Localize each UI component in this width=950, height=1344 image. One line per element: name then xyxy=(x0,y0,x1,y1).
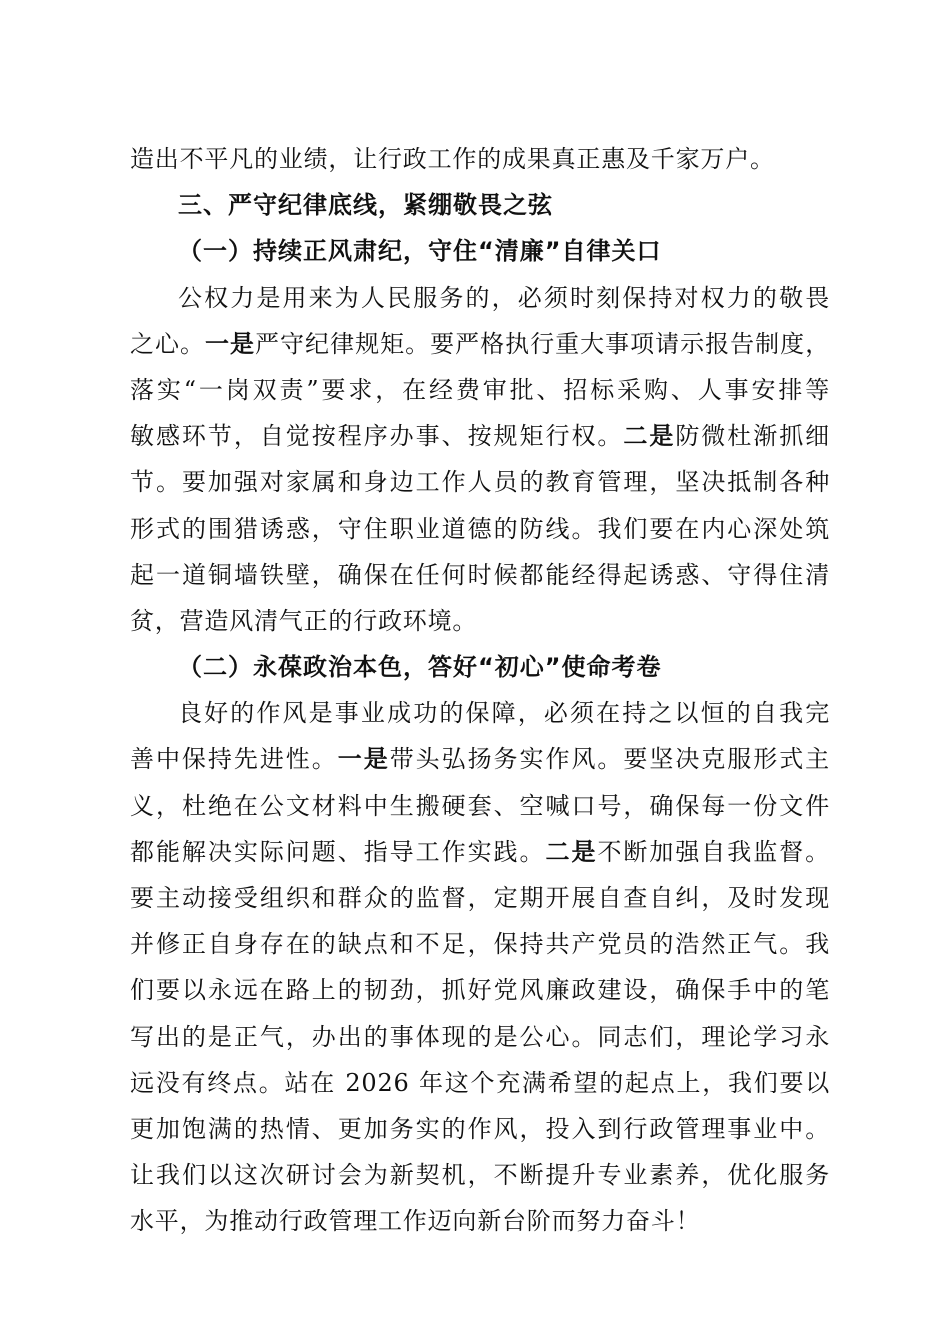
document-page xyxy=(130,136,830,1245)
paragraph-line: 贫，营造风清气正的行政环境。 xyxy=(130,606,478,635)
paragraph-line: 要主动接受组织和群众的监督，定期开展自查自纠，及时发现 xyxy=(130,884,830,912)
paragraph-line: 公权力是用来为人民服务的，必须时刻保持对权力的敬畏 xyxy=(178,283,830,312)
paragraph-line: 造出不平凡的业绩，让行政工作的成果真正惠及千家万户。 xyxy=(130,145,775,173)
paragraph-line: 起一道铜墙铁壁，确保在任何时候都能经得起诱惑、守得住清 xyxy=(130,560,830,589)
paragraph-line: 落实“一岗双责”要求，在经费审批、招标采购、人事安排等 xyxy=(130,375,830,404)
paragraph-line: 水平，为推动行政管理工作迈向新台阶而努力奋斗！ xyxy=(130,1207,701,1236)
paragraph-line: 义，杜绝在公文材料中生搬硬套、空喊口号，确保每一份文件 xyxy=(130,791,830,820)
paragraph-line: 们要以永远在路上的韧劲，抓好党风廉政建设，确保手中的笔 xyxy=(130,976,830,1005)
paragraph-line: 让我们以这次研讨会为新契机，不断提升专业素养，优化服务 xyxy=(130,1161,830,1190)
subsection-heading: （二）永葆政治本色，答好“初心”使命考卷 xyxy=(178,653,662,682)
paragraph-line: 写出的是正气，办出的事体现的是公心。同志们，理论学习永 xyxy=(130,1022,830,1051)
paragraph-line: 敏感环节，自觉按程序办事、按规矩行权。二是防微杜渐抓细 xyxy=(130,422,830,451)
paragraph-line: 远没有终点。站在 2026 年这个充满希望的起点上，我们要以 xyxy=(130,1068,830,1097)
paragraph-line: 形式的围猎诱惑，守住职业道德的防线。我们要在内心深处筑 xyxy=(130,514,830,543)
paragraph-line: 善中保持先进性。一是带头弘扬务实作风。要坚决克服形式主 xyxy=(130,745,830,774)
paragraph-line: 之心。一是严守纪律规矩。要严格执行重大事项请示报告制度， xyxy=(130,329,830,358)
paragraph-line: 良好的作风是事业成功的保障，必须在持之以恒的自我完 xyxy=(178,699,830,728)
section-heading: 三、严守纪律底线，紧绷敬畏之弦 xyxy=(178,191,553,220)
subsection-heading: （一）持续正风肃纪，守住“清廉”自律关口 xyxy=(178,237,662,266)
paragraph-line: 节。要加强对家属和身边工作人员的教育管理，坚决抵制各种 xyxy=(130,468,830,497)
paragraph-line: 更加饱满的热情、更加务实的作风，投入到行政管理事业中。 xyxy=(130,1114,830,1143)
paragraph-line: 都能解决实际问题、指导工作实践。二是不断加强自我监督。 xyxy=(130,837,830,866)
paragraph-line: 并修正自身存在的缺点和不足，保持共产党员的浩然正气。我 xyxy=(130,930,830,959)
